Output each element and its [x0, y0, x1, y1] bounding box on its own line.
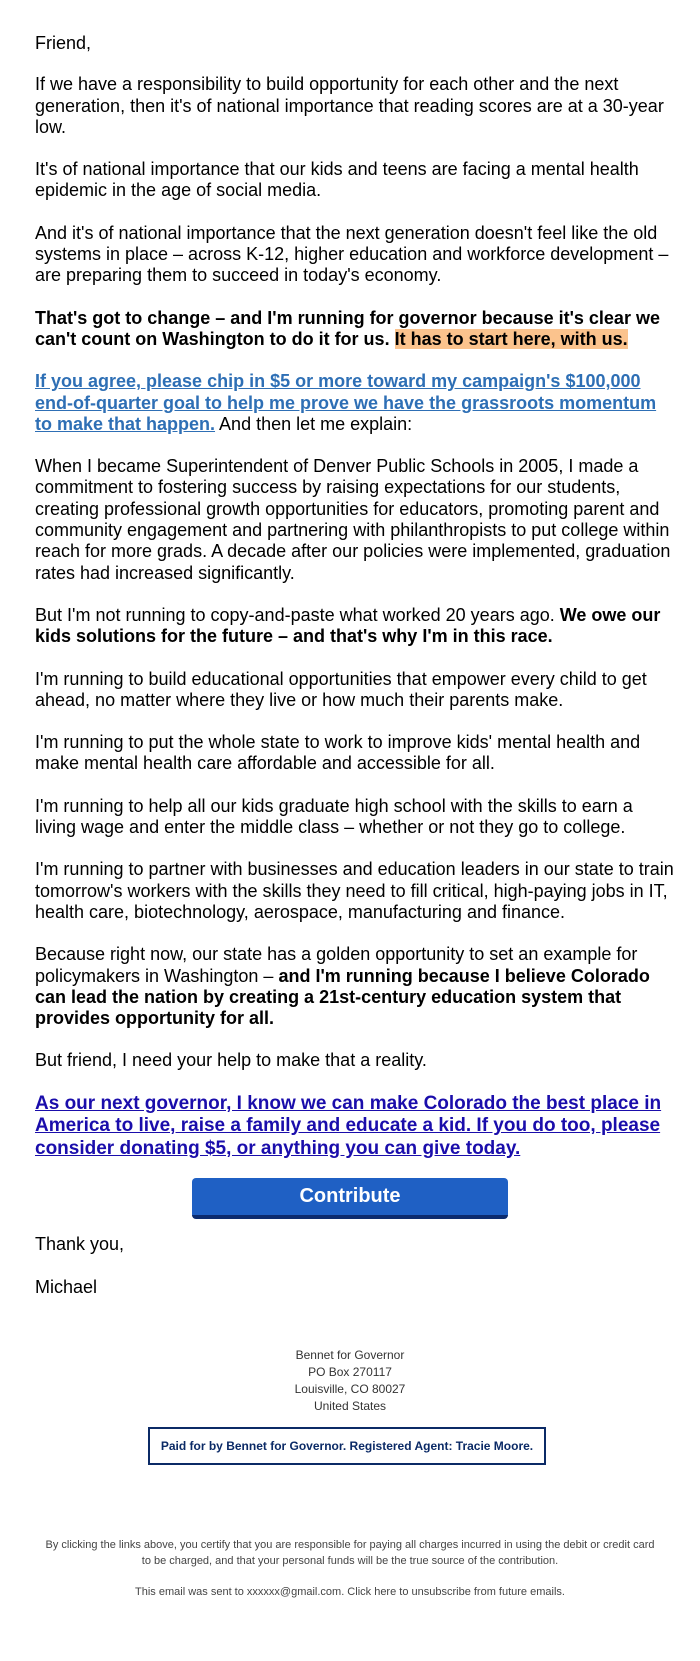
mailing-address	[0, 1347, 700, 1415]
paragraph-partner: I'm running to partner with businesses and education leaders in our state to train tomorrow's workers with the skills they need to fill critical, high-paying jobs in IT, health care, biotechnology, aerospace, manufacturing and finance.	[35, 859, 674, 922]
contribute-button[interactable]: Contribute	[192, 1178, 508, 1219]
paragraph-graduate: I'm running to help all our kids graduate high school with the skills to earn a living wage and enter the middle class – whether or not they go to college.	[35, 795, 633, 838]
donate-link[interactable]: As our next governor, I know we can make Colorado the best place in America to live, raise a family and educate a kid. If you do too, please consider donating $5, or anything you can give today.	[35, 1092, 662, 1159]
paragraph-future	[35, 605, 675, 648]
golden-plain-text: Because right now, our state has a golden opportunity to set an example for policymakers in Washington –	[35, 944, 638, 986]
change-bold-text: That's got to change – and I'm running for governor because it's clear we can't count on Washington to do it for us.	[35, 307, 660, 349]
paragraph-reading-scores: If we have a responsibility to build opportunity for each other and the next generation, then it's of national importance that reading scores are at a 30-year low.	[35, 74, 664, 137]
highlighted-text: It has to start here, with us.	[394, 328, 628, 349]
signoff	[35, 1234, 124, 1320]
email-message	[35, 33, 675, 1181]
greeting: Friend,	[35, 33, 92, 53]
address-city: Louisville, CO 80027	[294, 1382, 406, 1396]
paragraph-old-systems: And it's of national importance that the next generation doesn't feel like the old systems in place – across K-12, higher education and workforce development – are preparing them to succeed in today's economy.	[35, 222, 669, 286]
paragraph-golden-opportunity	[35, 944, 675, 1029]
legal-disclaimer: By clicking the links above, you certify that you are responsible for paying all charges incurred in using the debit or credit card to be charged, and that your personal funds will be the true source of the contribution.	[45, 1539, 655, 1567]
golden-bold-text: and I'm running because I believe Colorado can lead the nation by creating a 21st-century education system that provides opportunity for all.	[35, 965, 650, 1029]
address-po: PO Box 270117	[308, 1365, 392, 1379]
paragraph-donate	[35, 1093, 675, 1161]
address-org: Bennet for Governor	[295, 1348, 405, 1362]
paid-for-box: Paid for by Bennet for Governor. Registered Agent: Tracie Moore.	[148, 1427, 546, 1465]
explain-text: And then let me explain:	[219, 413, 413, 434]
paragraph-superintendent: When I became Superintendent of Denver Public Schools in 2005, I made a commitment to fostering success by raising expectations for our students, creating professional growth opportunities for educators, promoting parent and community engagement and partnering with philanthropists to put college within reach for more grads. A decade after our policies were implemented, graduation rates had increased significantly.	[35, 456, 671, 583]
paragraph-mental-health: It's of national importance that our kids and teens are facing a mental health epidemic in the age of social media.	[35, 159, 639, 201]
address-country: United States	[313, 1399, 387, 1413]
contribute-button-wrapper	[192, 1178, 508, 1219]
signature-name: Michael	[35, 1277, 98, 1297]
paragraph-mental-health-care: I'm running to put the whole state to work to improve kids' mental health and make mental health care affordable and accessible for all.	[35, 732, 641, 774]
thanks-text: Thank you,	[35, 1234, 125, 1254]
unsubscribe-notice[interactable]: This email was sent to xxxxxx@gmail.com. Click here to unsubscribe from future emails.	[135, 1586, 565, 1598]
paragraph-need-help: But friend, I need your help to make that a reality.	[35, 1050, 427, 1071]
paragraph-chip-in	[35, 371, 675, 435]
future-bold-text: We owe our kids solutions for the future – and that's why I'm in this race.	[35, 604, 661, 647]
future-plain-text: But I'm not running to copy-and-paste what worked 20 years ago.	[35, 604, 555, 625]
paragraph-educational-opportunities: I'm running to build educational opportunities that empower every child to get ahead, no matter where they live or how much their parents make.	[35, 668, 647, 710]
chip-in-link[interactable]: If you agree, please chip in $5 or more toward my campaign's $100,000 end-of-quarter goal to help me prove we have the grassroots momentum to make that happen.	[35, 371, 657, 434]
paragraph-change	[35, 308, 675, 351]
